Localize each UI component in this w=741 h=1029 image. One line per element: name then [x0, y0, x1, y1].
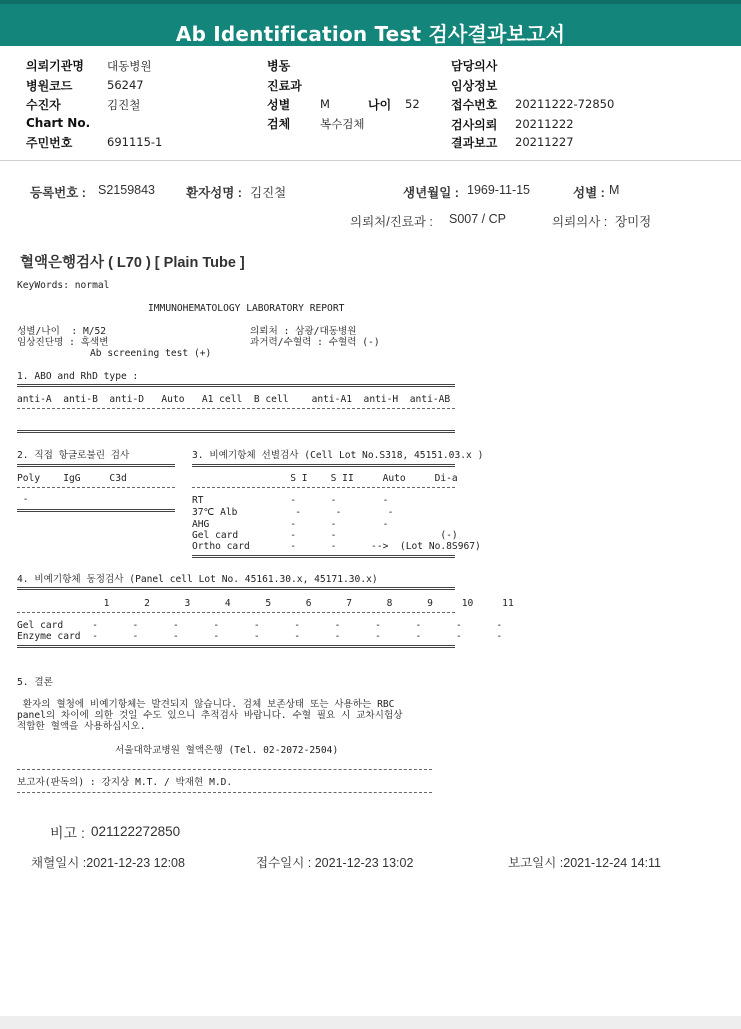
- identification-row: Enzyme card - - - - - - - - - - -: [17, 631, 503, 642]
- conclusion-line: 환자의 혈청에 비예기항체는 발견되지 않습니다. 검체 보존상태 또는 사용하는 RBC: [17, 699, 395, 710]
- dashed-rule: [192, 487, 455, 488]
- note-value: 021122272850: [91, 824, 181, 839]
- identification-headers: 1 2 3 4 5 6 7 8 9 10 11: [17, 598, 514, 609]
- info-sex-age: 성별/나이 : M/52: [17, 326, 107, 337]
- accession-no-value: 20211222-72850: [515, 97, 615, 111]
- screening-title: 3. 비예기항체 선별검사 (Cell Lot No.S318, 45151.03.x ): [192, 450, 484, 461]
- dept-label: 진료과: [267, 79, 302, 93]
- double-rule: [17, 384, 455, 387]
- sex-label: 성별: [267, 98, 291, 112]
- reporter: 보고자(판독의) : 강지상 M.T. / 박재현 M.D.: [17, 777, 233, 788]
- screening-headers: S I S II Auto Di-a: [192, 473, 458, 484]
- examinee-value: 김진철: [107, 98, 141, 112]
- abo-rhd-title: 1. ABO and RhD type :: [17, 371, 139, 382]
- page-bottom-band: [0, 1016, 741, 1029]
- info-referral: 의뢰처 : 삼광/대동병원: [250, 326, 357, 337]
- dashed-rule: [17, 792, 432, 793]
- identification-row: Gel card - - - - - - - - - - -: [17, 620, 503, 631]
- double-rule: [17, 587, 455, 590]
- referral-dept-value: S007 / CP: [449, 212, 506, 226]
- clinical-info-label: 임상정보: [451, 79, 498, 93]
- collection-time: 채혈일시 :2021-12-23 12:08: [31, 856, 185, 870]
- age-label: 나이: [368, 98, 392, 112]
- reg-no-value: S2159843: [98, 183, 156, 197]
- age-value: 52: [405, 97, 420, 111]
- abo-rhd-headers: anti-A anti-B anti-D Auto A1 cell B cell anti-A1 anti-H anti-AB: [17, 394, 451, 405]
- header-divider: [0, 160, 741, 161]
- note-label: 비고 :: [50, 825, 85, 841]
- request-date-label: 검사의뢰: [451, 118, 498, 132]
- resident-no-value: 691115-1: [107, 135, 163, 149]
- report-date-value: 20211227: [515, 135, 574, 149]
- report-heading: IMMUNOHEMATOLOGY LABORATORY REPORT: [148, 303, 345, 314]
- reg-no-label: 등록번호 :: [30, 186, 86, 200]
- sex-value: M: [320, 97, 330, 111]
- identification-title: 4. 비예기항체 동정검사 (Panel cell Lot No. 45161.30.x, 45171.30.x): [17, 574, 378, 585]
- request-date-value: 20211222: [515, 117, 574, 131]
- double-rule: [17, 464, 175, 467]
- patient-sex-value: M: [609, 183, 620, 197]
- screening-row: RT - - -: [192, 495, 389, 506]
- specimen-value: 복수검체: [320, 117, 365, 131]
- hospital-code-value: 56247: [107, 78, 144, 92]
- double-rule: [17, 509, 175, 512]
- report-title: Ab Identification Test 검사결과보고서: [175, 22, 566, 46]
- info-diagnosis: 임상진단명 : 흑색변: [17, 337, 109, 348]
- screening-row: 37℃ Alb - - -: [192, 507, 394, 518]
- info-screening: Ab screening test (+): [90, 348, 212, 359]
- referral-dept-label: 의뢰처/진료과 :: [350, 215, 433, 229]
- dob-value: 1969-11-15: [467, 183, 531, 197]
- patient-name-value: 김진철: [250, 186, 287, 200]
- referral-doctor-label: 의뢰의사 :: [552, 215, 608, 229]
- dashed-rule: [17, 769, 432, 770]
- hospital-name-label: 의뢰기관명: [26, 59, 84, 73]
- screening-row: Ortho card - - --> (Lot No.8S967): [192, 541, 481, 552]
- dashed-rule: [17, 487, 175, 488]
- double-rule: [17, 645, 455, 648]
- lab-hospital: 서울대학교병원 혈액은행 (Tel. 02-2072-2504): [115, 745, 339, 756]
- test-section-title: 혈액은행검사 ( L70 ) [ Plain Tube ]: [20, 255, 245, 271]
- doctor-in-charge-label: 담당의사: [451, 59, 498, 73]
- patient-name-label: 환자성명 :: [186, 186, 242, 200]
- dat-result: -: [17, 494, 29, 505]
- conclusion-title: 5. 결론: [17, 677, 53, 688]
- dob-label: 생년월일 :: [403, 186, 459, 200]
- conclusion-line: panel의 차이에 의한 것일 수도 있으니 추적검사 바랍니다. 수혈 필요 시 교차시험상: [17, 710, 403, 721]
- screening-row: Gel card - - (-): [192, 530, 458, 541]
- patient-sex-label: 성별 :: [573, 186, 605, 200]
- screening-row: AHG - - -: [192, 519, 389, 530]
- dat-headers: Poly IgG C3d: [17, 473, 127, 484]
- referral-doctor-value: 장미정: [615, 215, 652, 229]
- hospital-name-value: 대동병원: [107, 59, 152, 73]
- examinee-label: 수진자: [26, 98, 61, 112]
- conclusion-line: 적합한 혈액을 사용하십시오.: [17, 721, 146, 732]
- ward-label: 병동: [267, 59, 291, 73]
- dat-title: 2. 직접 항글로불린 검사: [17, 450, 130, 461]
- dashed-rule: [17, 408, 455, 409]
- double-rule: [192, 555, 455, 558]
- double-rule: [17, 430, 455, 433]
- info-history: 과거력/수혈력 : 수혈력 (-): [250, 337, 380, 348]
- dashed-rule: [17, 612, 455, 613]
- accession-no-label: 접수번호: [451, 98, 498, 112]
- double-rule: [192, 464, 455, 467]
- chart-no-label: Chart No.: [26, 116, 91, 130]
- report-time: 보고일시 :2021-12-24 14:11: [508, 856, 662, 870]
- report-banner: [0, 0, 741, 46]
- hospital-code-label: 병원코드: [26, 79, 73, 93]
- resident-no-label: 주민번호: [26, 136, 73, 150]
- keywords: KeyWords: normal: [17, 280, 110, 291]
- report-date-label: 결과보고: [451, 136, 498, 150]
- receipt-time: 접수일시 : 2021-12-23 13:02: [256, 856, 414, 870]
- specimen-label: 검체: [267, 117, 291, 131]
